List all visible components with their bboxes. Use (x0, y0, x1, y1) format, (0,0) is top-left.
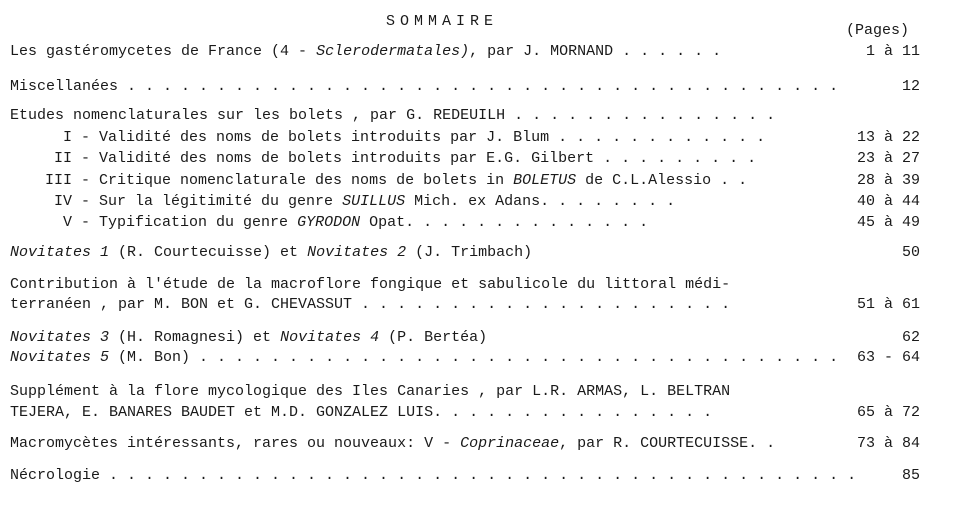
toc-entry[interactable]: Miscellanées . . . . . . . . . . . . . . . . . . . . . . . . . . . . . . . . . . . . . . . . 12 (10, 78, 920, 95)
roman-numeral: V (62, 214, 72, 231)
roman-numeral: III (44, 172, 72, 189)
toc-entry[interactable]: Novitates 5 (M. Bon) . . . . . . . . . . . . . . . . . . . . . . . . . . . . . . . . . . . . 63 - 64 (10, 349, 920, 366)
toc-entry[interactable]: Novitates 3 (H. Romagnesi) et Novitates 4 (P. Bertéa) 62 (10, 329, 920, 346)
toc-entry[interactable]: Contribution à l'étude de la macroflore fongique et sabulicole du littoral médi- (10, 276, 731, 293)
toc-entry[interactable]: Les gastéromycetes de France (4 - Sclerodermatales), par J. MORNAND . . . . . . 1 à 11 (10, 43, 920, 60)
toc-page: 13 à 22 (856, 129, 920, 146)
toc-entry[interactable]: Novitates 1 (R. Courtecuisse) et Novitates 2 (J. Trimbach) 50 (10, 244, 920, 261)
toc-subentry[interactable]: IV - Sur la légitimité du genre SUILLUS Mich. ex Adans. . . . . . . . 40 à 44 (10, 193, 920, 211)
toc-page: 40 à 44 (856, 193, 920, 210)
toc-page: 73 à 84 (856, 435, 920, 452)
toc-page: 12 (901, 78, 920, 95)
roman-numeral: I (62, 129, 72, 146)
toc-page: 85 (901, 467, 920, 484)
toc-page: 51 à 61 (856, 296, 920, 313)
toc-page: 28 à 39 (856, 172, 920, 189)
toc-page: 45 à 49 (856, 214, 920, 231)
toc-entry[interactable]: Nécrologie . . . . . . . . . . . . . . . . . . . . . . . . . . . . . . . . . . . . . . . . . . 85 (10, 467, 920, 484)
toc-subentry[interactable]: V - Typification du genre GYRODON Opat. . . . . . . . . . . . . . 45 à 49 (10, 214, 920, 232)
toc-subentry[interactable]: II - Validité des noms de bolets introduits par E.G. Gilbert . . . . . . . . . 23 à 27 (10, 150, 920, 168)
pages-column-label: (Pages) (846, 22, 910, 39)
toc-page: 65 à 72 (856, 404, 920, 421)
toc-entry[interactable]: Etudes nomenclaturales sur les bolets , par G. REDEUILH . . . . . . . . . . . . . . . (10, 107, 776, 124)
page-title: SOMMAIRE (386, 13, 499, 30)
toc-page: 63 - 64 (856, 349, 920, 366)
toc-page: 62 (901, 329, 920, 346)
roman-numeral: IV (53, 193, 72, 210)
toc-page: 1 à 11 (865, 43, 920, 60)
roman-numeral: II (53, 150, 72, 167)
toc-entry-continuation[interactable]: TEJERA, E. BANARES BAUDET et M.D. GONZALEZ LUIS. . . . . . . . . . . . . . . . 65 à 72 (10, 404, 920, 421)
toc-entry-continuation[interactable]: terranéen , par M. BON et G. CHEVASSUT . . . . . . . . . . . . . . . . . . . . . 51 à 61 (10, 296, 920, 313)
toc-subentry[interactable]: III - Critique nomenclaturale des noms de bolets in BOLETUS de C.L.Alessio . . 28 à 39 (10, 172, 920, 190)
toc-entry[interactable]: Macromycètes intéressants, rares ou nouveaux: V - Coprinaceae, par R. COURTECUISSE. . 73 à 84 (10, 435, 920, 452)
toc-page: 23 à 27 (856, 150, 920, 167)
toc-page: 50 (901, 244, 920, 261)
toc-subentry[interactable]: I - Validité des noms de bolets introduits par J. Blum . . . . . . . . . . . . 13 à 22 (10, 129, 920, 147)
toc-entry[interactable]: Supplément à la flore mycologique des Iles Canaries , par L.R. ARMAS, L. BELTRAN (10, 383, 731, 400)
